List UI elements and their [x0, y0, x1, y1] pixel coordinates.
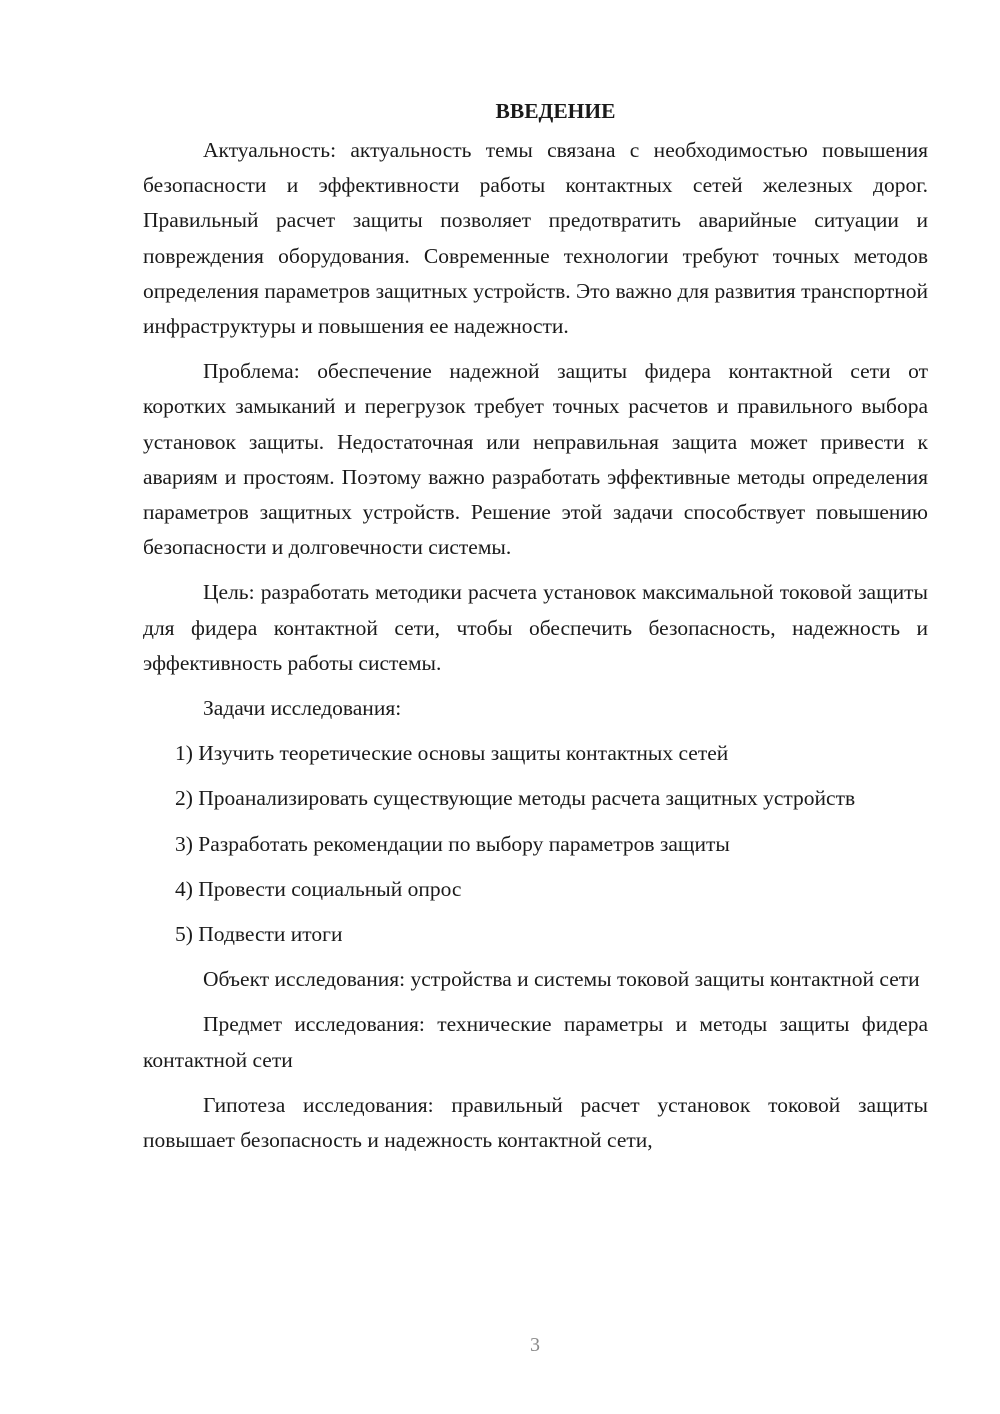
page-title: ВВЕДЕНИЕ: [495, 99, 616, 123]
task-item-2: 2) Проанализировать существующие методы расчета защитных устройств: [175, 786, 856, 811]
task-item-4: 4) Провести социальный опрос: [175, 876, 462, 901]
paragraph-object: Объект исследования: устройства и системы токовой защиты контактной сети: [203, 967, 920, 992]
paragraph-problem: Проблема: обеспечение надежной защиты фидера контактной сети от коротких замыканий и перегрузок требует точных расчетов и правильного выбора установок защиты. Недостаточная или неправильная защита может привести к авариям и простоям. Поэтому важно разработать эффективные методы определения параметров защитных устройств. Решение этой задачи способствует повышению безопасности и долговечности системы.: [143, 359, 928, 560]
task-item-3: 3) Разработать рекомендации по выбору параметров защиты: [175, 831, 730, 856]
paragraph-hypothesis: Гипотеза исследования: правильный расчет установок токовой защиты повышает безопасность и надежность контактной сети,: [143, 1092, 928, 1153]
page-content: [143, 95, 928, 1168]
paragraph-relevance: Актуальность: актуальность темы связана с необходимостью повышения безопасности и эффективности работы контактных сетей железных дорог. Правильный расчет защиты позволяет предотвратить аварийные ситуации и повреждения оборудования. Современные технологии требуют точных методов определения параметров защитных устройств. Это важно для развития транспортной инфраструктуры и повышения ее надежности.: [143, 138, 928, 339]
paragraph-tasks-heading: Задачи исследования:: [203, 696, 402, 721]
paragraph-subject: Предмет исследования: технические параметры и методы защиты фидера контактной сети: [143, 1012, 928, 1072]
task-item-1: 1) Изучить теоретические основы защиты контактных сетей: [175, 741, 729, 766]
page-number: 3: [530, 1334, 540, 1356]
paragraph-goal: Цель: разработать методики расчета установок максимальной токовой защиты для фидера контактной сети, чтобы обеспечить безопасность, надежность и эффективность работы системы.: [143, 580, 928, 675]
task-item-5: 5) Подвести итоги: [175, 922, 343, 947]
